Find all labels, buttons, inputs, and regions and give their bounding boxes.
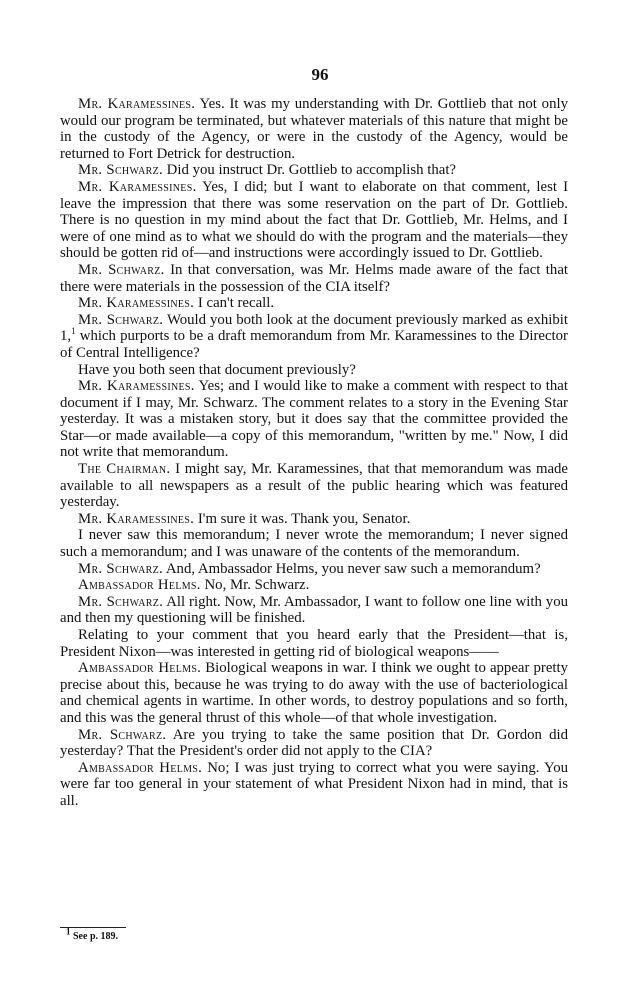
paragraph-text: Yes, I did; but I want to elaborate on that comment, lest I leave the impression that there was some reservation on the part of Dr. Gottlieb. There is no question in my mind about the fact that Dr. Gottlieb, Mr. Helms, and I were of one mind as to what we should do with the program and the materials—they should be gotten rid of—and instructions were accordingly issued to Dr. Gottlieb. [60, 178, 569, 262]
transcript-paragraph [60, 511, 568, 528]
speaker-name: Mr. Schwarz. [78, 560, 163, 577]
paragraph-text: Yes; and I would like to make a comment with respect to that document if I may, Mr. Schwarz. The comment relates to a story in the Evening Star yesterday. It was a mistaken story, but it does say that the committee provided the Star—or made available—a copy of this memorandum, "written by me." Now, I did not write that memorandum. [60, 378, 568, 461]
paragraph-text: Have you both seen that document previously? [78, 361, 356, 378]
transcript-paragraph [60, 312, 568, 362]
speaker-name: Mr. Schwarz. [78, 162, 163, 179]
transcript-paragraph [60, 627, 568, 660]
footnote [66, 926, 118, 943]
paragraph-text: Would you both look at the document previously marked as exhibit 1, [60, 311, 568, 345]
paragraph-text: I can't recall. [194, 295, 275, 312]
speaker-name: Mr. Schwarz. [78, 726, 167, 743]
paragraph-text: Did you instruct Dr. Gottlieb to accomplish that? [162, 162, 456, 179]
paragraph-text: Relating to your comment that you heard early that the President—that is, President Nixon—was interested in getting rid of biological weapons—— [60, 627, 568, 660]
paragraph-text: In that conversation, was Mr. Helms made aware of the fact that there were materials in the possession of the CIA itself? [60, 261, 568, 295]
speaker-name: Mr. Karamessines. [78, 295, 195, 312]
footnote-mark: 1 [66, 926, 71, 937]
paragraph-text: I'm sure it was. Thank you, Senator. [194, 510, 411, 527]
transcript-paragraph [60, 262, 568, 295]
paragraph-text-continued: which purports to be a draft memorandum from Mr. Karamessines to the Director of Central Intelligence? [60, 328, 568, 361]
paragraph-text: All right. Now, Mr. Ambassador, I want to follow one line with you and then my questioning will be finished. [60, 593, 568, 627]
speaker-name: Ambassador Helms. [78, 577, 201, 594]
speaker-name: Ambassador Helms. [78, 660, 202, 677]
transcript-paragraph [60, 660, 568, 726]
transcript-paragraph [60, 760, 568, 810]
speaker-name: Mr. Karamessines. [78, 178, 197, 195]
speaker-name: Mr. Karamessines. [78, 96, 196, 112]
paragraph-text: I never saw this memorandum; I never wrote the memorandum; I never signed such a memorandum; and I was unaware of the contents of the memorandum. [60, 527, 568, 561]
transcript-paragraph [60, 461, 568, 511]
paragraph-text: I might say, Mr. Karamessines, that that memorandum was made available to all newspapers as a result of the public hearing which was featured yesterday. [60, 461, 568, 511]
speaker-name: Mr. Schwarz. [78, 311, 164, 328]
speaker-name: Mr. Karamessines. [78, 510, 195, 527]
transcript-paragraph [60, 577, 568, 594]
transcript-paragraph [60, 179, 568, 262]
speaker-name: Mr. Schwarz. [78, 593, 164, 610]
speaker-name: Ambassador Helms. [78, 759, 203, 776]
footnote-text: See p. 189. [70, 931, 118, 942]
footnote-reference: 1 [71, 326, 76, 337]
transcript-paragraph [60, 727, 568, 760]
transcript-paragraph [60, 295, 568, 312]
paragraph-text: Yes. It was my understanding with Dr. Gottlieb that not only would our program be terminated, but whatever materials of this nature that might be in the custody of the Agency, or were in the custody of the Agency, would be returned to Fort Detrick for destruction. [60, 96, 568, 162]
transcript-paragraph [60, 378, 568, 461]
paragraph-text: No, Mr. Schwarz. [200, 577, 310, 594]
speaker-name: Mr. Schwarz. [78, 261, 165, 278]
speaker-name: Mr. Karamessines. [78, 378, 195, 395]
page-number: 96 [311, 65, 329, 84]
paragraph-text: Biological weapons in war. I think we ought to appear pretty precise about this, because he was trying to do away with the use of bacteriological and chemical agents in wartime. In other words, to destroy populations and so forth, and this was the general thrust of this whole—of that whole investigation. [60, 660, 569, 726]
paragraph-text: No; I was just trying to correct what you were saying. You were far too general in your statement of what President Nixon had in mind, that is all. [60, 759, 569, 809]
transcript-body [60, 96, 568, 810]
transcript-paragraph [60, 362, 568, 379]
transcript-paragraph [60, 96, 568, 162]
transcript-paragraph [60, 561, 568, 578]
speaker-name: The Chairman. [78, 461, 171, 478]
transcript-paragraph [60, 527, 568, 560]
paragraph-text: Are you trying to take the same position that Dr. Gordon did yesterday? That the President's order did not apply to the CIA? [60, 726, 568, 760]
paragraph-text: And, Ambassador Helms, you never saw such a memorandum? [162, 560, 541, 577]
transcript-paragraph [60, 594, 568, 627]
transcript-paragraph [60, 162, 568, 179]
